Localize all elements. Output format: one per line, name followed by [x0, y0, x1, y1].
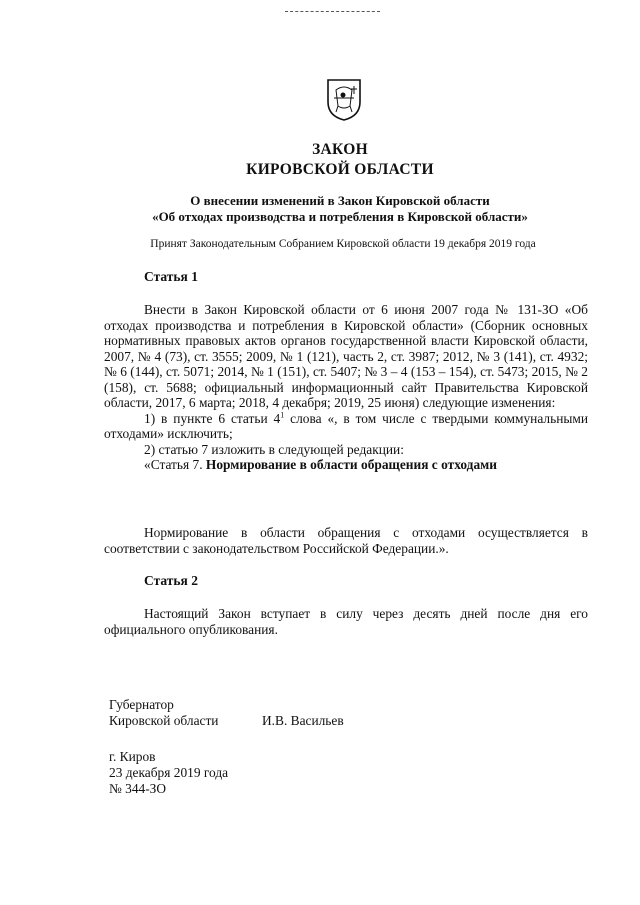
signature-position-line2: Кировской области — [109, 713, 219, 728]
item1-text-a: 1) в пункте 6 статьи 4 — [144, 410, 281, 426]
article1-paragraph: Внести в Закон Кировской области от 6 июня 2007 года № 131-ЗО «Об отходах производства и потребления в Кировской области» (Сборник основных нормативных правовых актов органов государственной власти Кировской области, 2007, № 4 (73), ст. 3555; 2009, № 1 (121), часть 2, ст. 3987; 2012, № 3 (141), ст. 4932; № 6 (144), ст. 5071; 2014, № 1 (151), ст. 5407; № 3 – 4 (153 – 154), ст. 5473; 2015, № 2 (158), ст. 5688; официальный информационный сайт Правительства Кировской области, 2017, 6 марта; 2018, 4 декабря; 2019, 25 июня) следующие изменения: — [104, 302, 588, 410]
article2-heading: Статья 2 — [144, 573, 198, 588]
article1-body — [104, 302, 588, 473]
law-number: № 344-ЗО — [109, 781, 167, 796]
new-article7-title — [104, 457, 588, 473]
article1-heading: Статья 1 — [144, 269, 198, 284]
signing-city: г. Киров — [109, 749, 156, 764]
article1-item1 — [104, 411, 588, 442]
law-subtitle-line2: «Об отходах производства и потребления в Кировской области» — [152, 209, 528, 224]
adoption-note: Принят Законодательным Собранием Кировской области 19 декабря 2019 года — [150, 238, 536, 250]
signature-name: И.В. Васильев — [262, 713, 344, 728]
law-title-line1: ЗАКОН — [312, 141, 368, 158]
new-article7-prefix: «Статья 7. — [144, 457, 206, 472]
new-article7-body — [104, 525, 588, 556]
item1-text-b: слова «, в том числе с твердыми коммунальными отходами» исключить; — [104, 410, 588, 441]
new-article7-text: Нормирование в области обращения с отходами осуществляется в соответствии с законодательством Российской Федерации.». — [104, 525, 588, 556]
coat-of-arms-icon — [324, 76, 364, 122]
law-title-line2: КИРОВСКОЙ ОБЛАСТИ — [246, 161, 434, 178]
signing-date: 23 декабря 2019 года — [109, 765, 229, 780]
scan-artifact-line — [285, 11, 380, 13]
new-article7-name: Нормирование в области обращения с отходами — [205, 457, 497, 472]
item1-superscript: 1 — [280, 410, 285, 420]
law-subtitle-line1: О внесении изменений в Закон Кировской области — [190, 193, 490, 208]
article1-item2: 2) статью 7 изложить в следующей редакции: — [144, 441, 404, 457]
signature-position-line1: Губернатор — [109, 697, 174, 712]
article2-body — [104, 606, 588, 637]
article2-paragraph: Настоящий Закон вступает в силу через десять дней после дня его официального опубликования. — [104, 606, 588, 637]
